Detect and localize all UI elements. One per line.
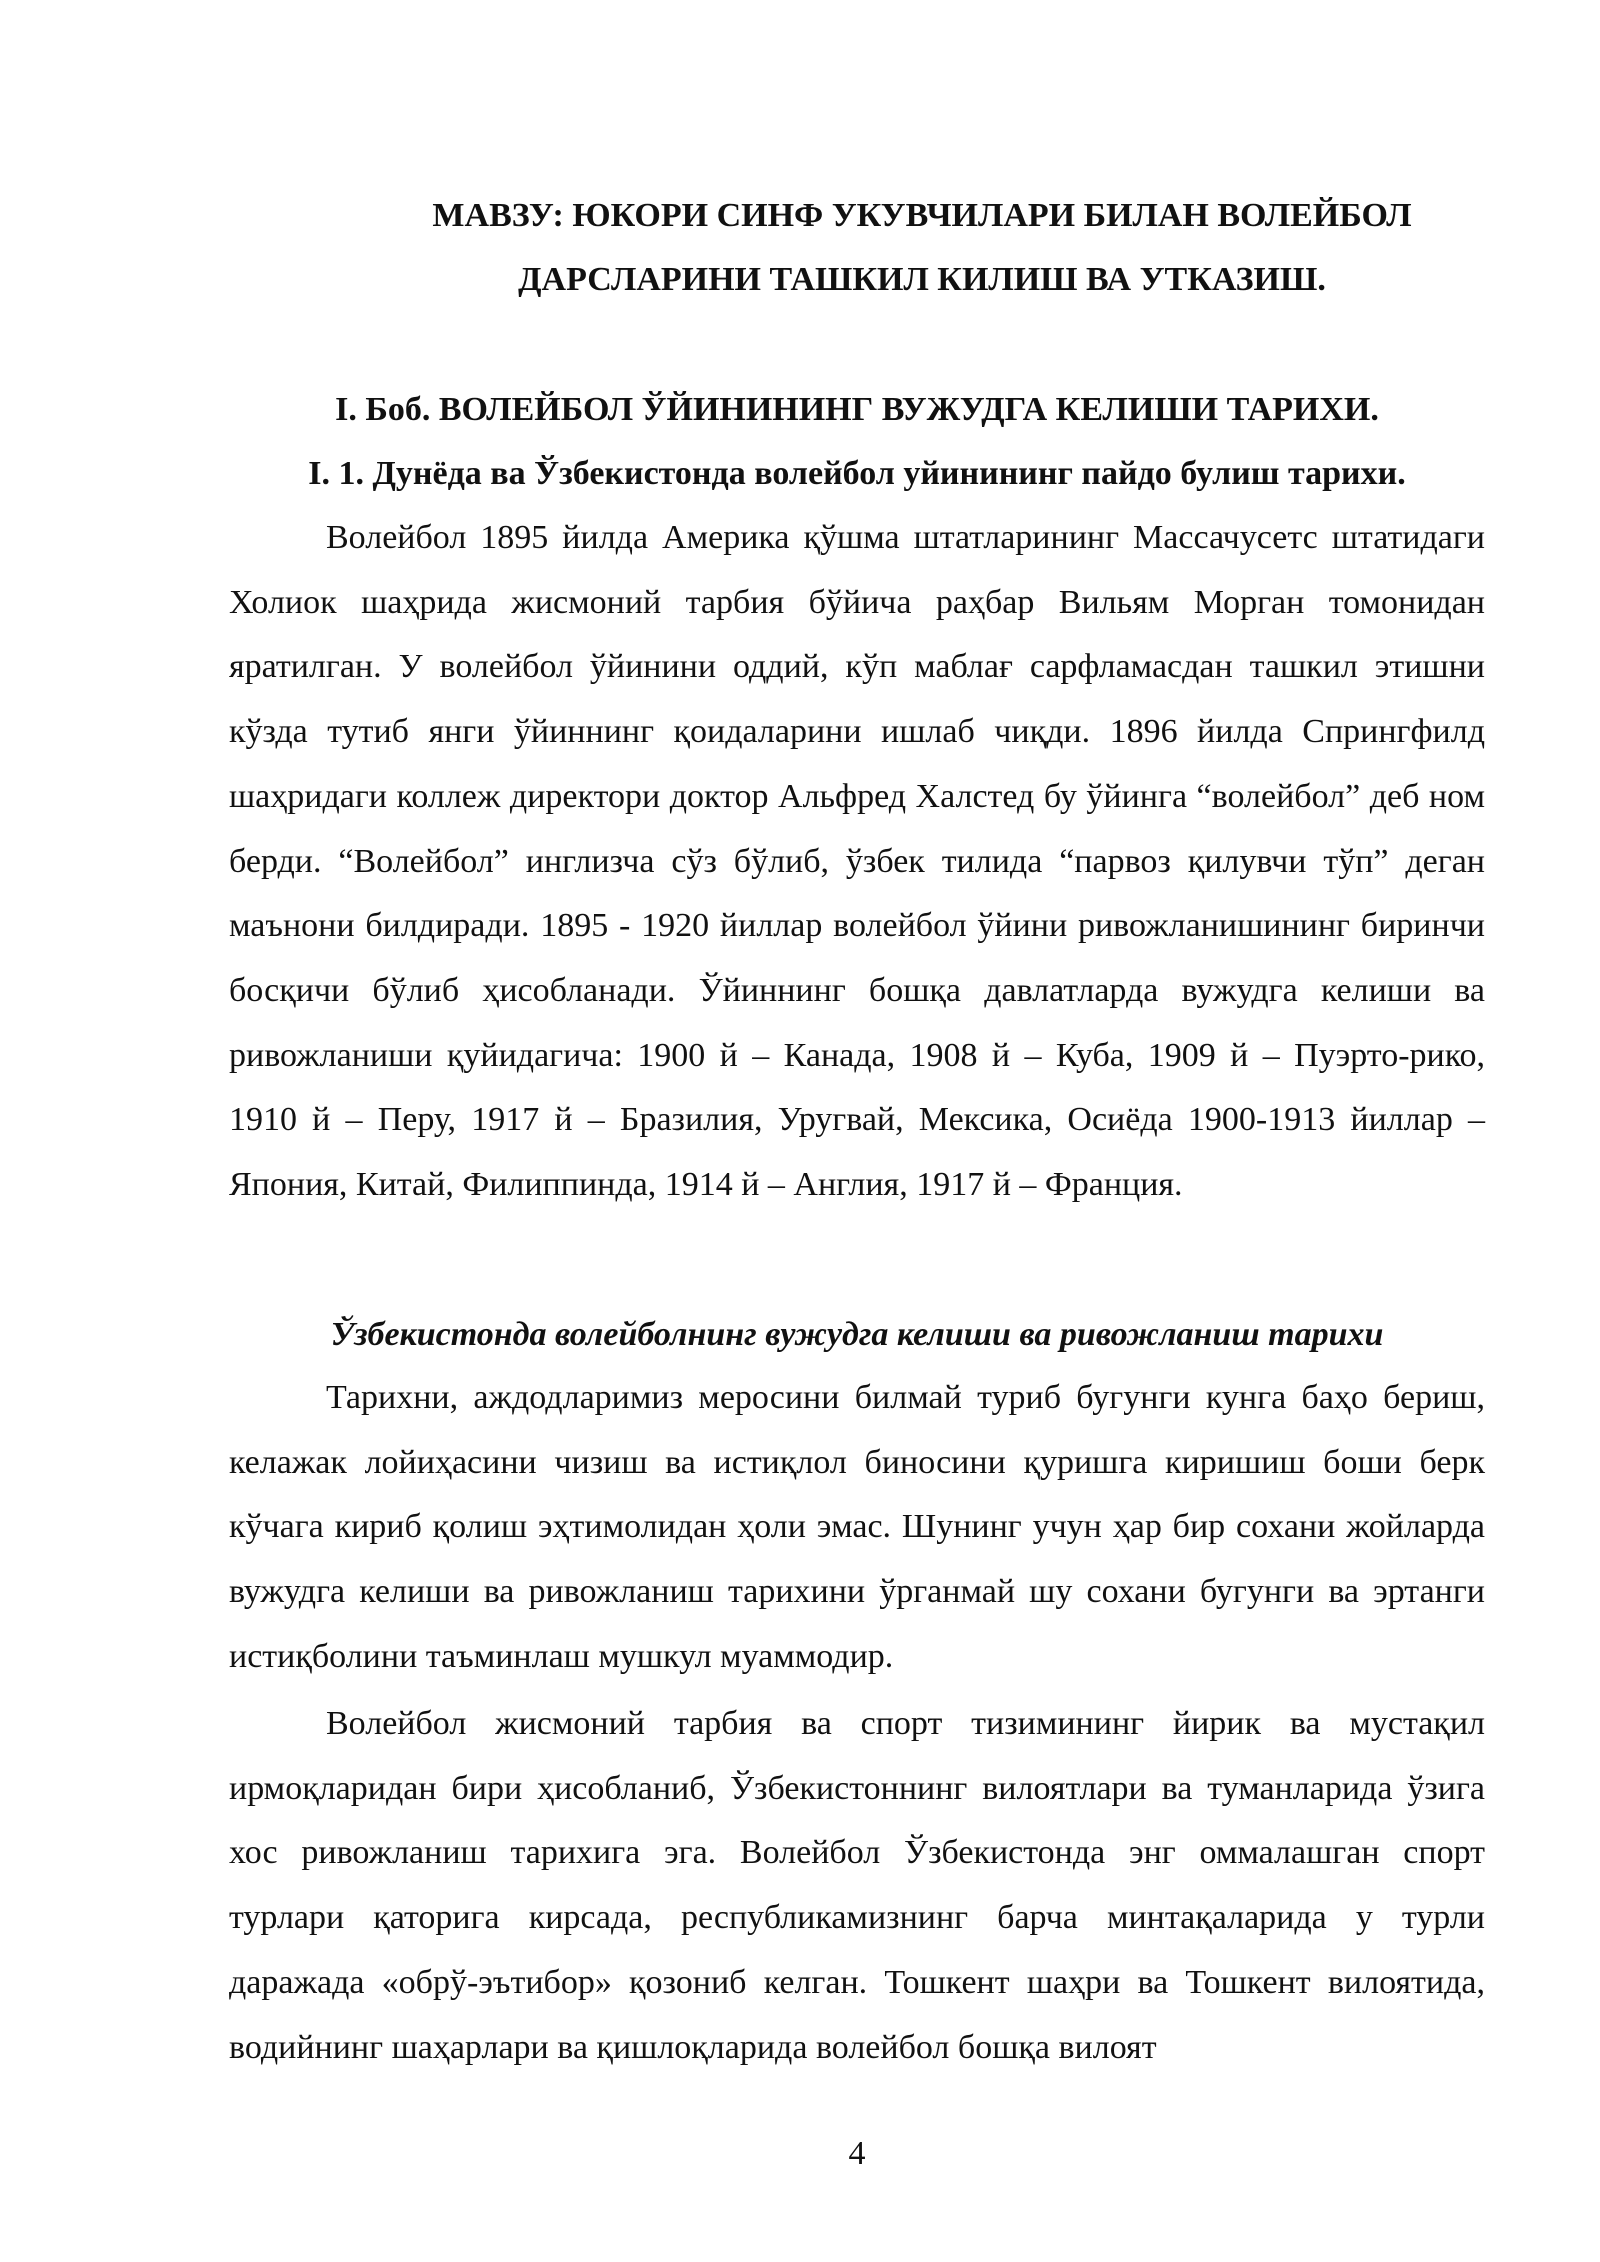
subheading: Ўзбекистонда волейболнинг вужудга келиши ва ривожланиш тарихи	[330, 1316, 1384, 1353]
document-page	[229, 0, 1485, 2262]
body-paragraph-2: Тарихни, аждодларимиз меросини билмай туриб бугунги кунга баҳо бериш, келажак лойиҳасини чизиш ва истиқлол биносини қуришга киришиш боши берк кўчага кириб қолиш эҳтимолидан ҳоли эмас. Шунинг учун ҳар бир сохани жойларда вужудга келиши ва ривожланиш тарихини ўрганмай шу сохани бугунги ва эртанги истиқболини таъминлаш мушкул муаммодир.	[229, 1379, 1485, 1675]
topic-title-line1: МАВЗУ: ЮКОРИ СИНФ УКУВЧИЛАРИ БИЛАН ВОЛЕЙБОЛ	[432, 197, 1412, 234]
page-number: 4	[848, 2135, 866, 2172]
topic-title	[359, 184, 1485, 312]
chapter-heading: I. Боб. ВОЛЕЙБОЛ ЎЙИНИНИНГ ВУЖУДГА КЕЛИШИ ТАРИХИ.	[335, 391, 1379, 428]
body-paragraph-3: Волейбол жисмоний тарбия ва спорт тизимининг йирик ва мустақил ирмоқларидан бири ҳисобланиб, Ўзбекистоннинг вилоятлари ва туманларида ўзига хос ривожланиш тарихига эга. Волейбол Ўзбекистонда энг оммалашган спорт турлари қаторига кирсада, республикамизнинг барча минтақаларида у турли даражада «обрў-эътибор» қозониб келган. Тошкент шаҳри ва Тошкент вилоятида, водийнинг шаҳарлари ва қишлоқларида волейбол бошқа вилоят	[229, 1705, 1485, 2066]
topic-title-line2: ДАРСЛАРИНИ ТАШКИЛ КИЛИШ ВА УТКАЗИШ.	[518, 261, 1326, 298]
body-paragraph-1: Волейбол 1895 йилда Америка қўшма штатларининг Массачусетс штатидаги Холиок шаҳрида жисмоний тарбия бўйича раҳбар Вильям Морган томонидан яратилган. У волейбол ўйинини оддий, кўп маблағ сарфламасдан ташкил этишни кўзда тутиб янги ўйиннинг қоидаларини ишлаб чиқди. 1896 йилда Спрингфилд шаҳридаги коллеж директори доктор Альфред Халстед бу ўйинга “волейбол” деб ном берди. “Волейбол” инглизча сўз бўлиб, ўзбек тилида “парвоз қилувчи тўп” деган маънони билдиради. 1895 - 1920 йиллар волейбол ўйини ривожланишининг биринчи босқичи бўлиб ҳисобланади. Ўйиннинг бошқа давлатларда вужудга келиши ва ривожланиши қуйидагича: 1900 й – Канада, 1908 й – Куба, 1909 й – Пуэрто-рико, 1910 й – Перу, 1917 й – Бразилия, Уругвай, Мексика, Осиёда 1900-1913 йиллар – Япония, Китай, Филиппинда, 1914 й – Англия, 1917 й – Франция.	[229, 519, 1485, 1204]
section-heading: I. 1. Дунёда ва Ўзбекистонда волейбол уйинининг пайдо булиш тарихи.	[308, 455, 1406, 492]
